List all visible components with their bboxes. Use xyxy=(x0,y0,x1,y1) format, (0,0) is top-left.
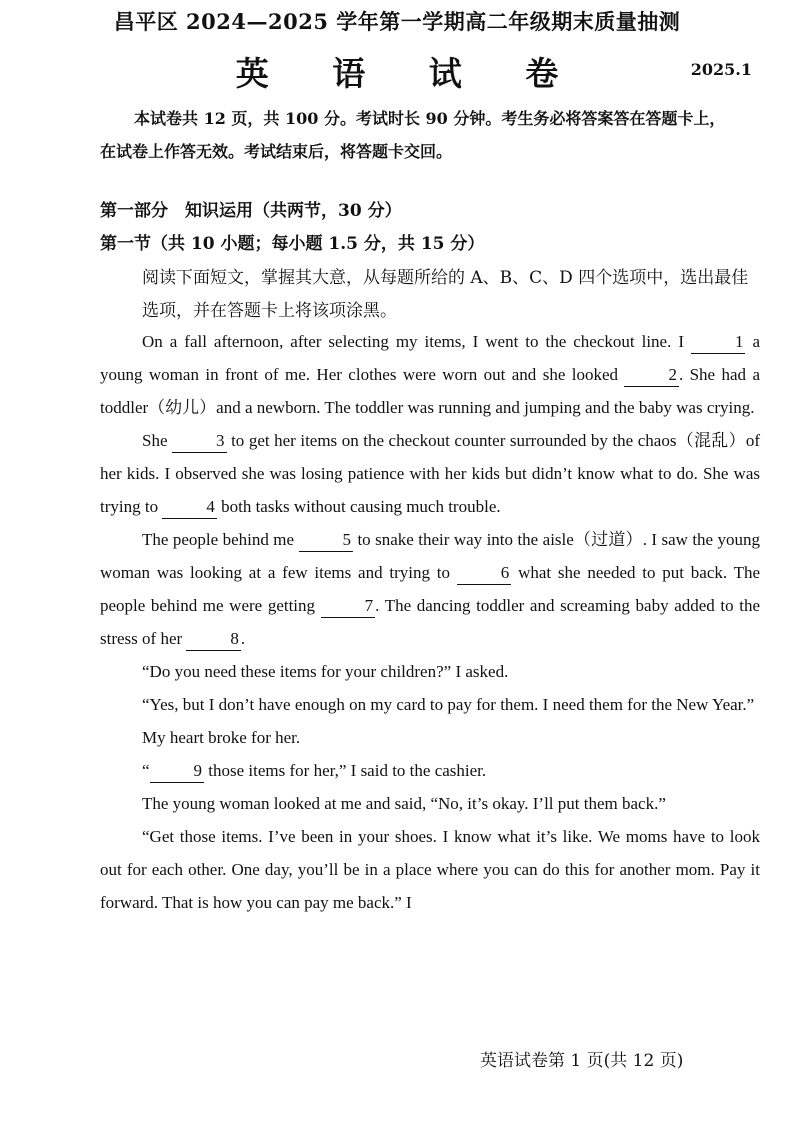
blank-5: 5 xyxy=(299,529,354,552)
title-row xyxy=(0,48,794,92)
passage-text: what she needed to put back. The people behind me were getting xyxy=(100,563,761,615)
blank-1: 1 xyxy=(691,331,746,354)
passage-text: to get her items on the checkout counter surrounded by the chaos（混乱）of her kids. I observed she was losing patience with her kids but didn’t know what to do. She was trying to xyxy=(100,431,760,516)
paragraph-7 xyxy=(100,754,760,787)
paragraph-9: “Get those items. I’ve been in your shoes. I know what it’s like. We moms have to look out for each other. One day, you’ll be in a place where you can do this for another mom. Pay it forward. That is how you can pay me back.” I xyxy=(100,827,760,912)
blank-4: 4 xyxy=(162,496,217,519)
part-title: 第一部分 知识运用（共两节，30 分） xyxy=(100,201,402,221)
page-footer: 英语试卷第 1 页(共 12 页) xyxy=(480,1051,684,1071)
passage-text: . She had a toddler（幼儿）and a newborn. The toddler was running and jumping and the baby was crying. xyxy=(100,365,761,417)
paragraph-8: The young woman looked at me and said, “No, it’s okay. I’ll put them back.” xyxy=(142,794,666,813)
passage-text: to snake their way into the aisle（过道）. I saw the young woman was looking at a few items and trying to xyxy=(100,530,761,582)
passage-text: On a fall afternoon, after selecting my items, I went to the checkout line. I xyxy=(142,332,684,351)
section-title: 第一节（共 10 小题；每小题 1.5 分，共 15 分） xyxy=(100,234,485,254)
paragraph-4: “Do you need these items for your children?” I asked. xyxy=(142,662,509,681)
directions-text: 阅读下面短文，掌握其大意，从每题所给的 A、B、C、D 四个选项中，选出最佳选项，并在答题卡上将该项涂黑。 xyxy=(142,268,749,321)
instructions-line-2: 在试卷上作答无效。考试结束后，将答题卡交回。 xyxy=(100,142,453,161)
passage-text: . xyxy=(240,629,246,648)
blank-8: 8 xyxy=(186,628,241,651)
passage-text: “ xyxy=(142,761,150,780)
exam-title: 昌平区 2024—2025 学年第一学期高二年级期末质量抽测 xyxy=(113,9,681,34)
paragraph-5: “Yes, but I don’t have enough on my card to pay for them. I need them for the New Year.” xyxy=(142,695,755,714)
blank-7: 7 xyxy=(321,595,376,618)
paragraph-2 xyxy=(100,424,760,523)
passage-text: The people behind me xyxy=(142,530,295,549)
subject-title: 英 语 试 卷 xyxy=(235,54,585,93)
paragraph-1 xyxy=(100,325,760,424)
directions xyxy=(100,262,762,328)
cloze-passage xyxy=(100,325,760,919)
passage-text: both tasks without causing much trouble. xyxy=(221,497,501,516)
blank-6: 6 xyxy=(457,562,512,585)
paragraph-6: My heart broke for her. xyxy=(142,728,301,747)
passage-text: . The dancing toddler and screaming baby added to the stress of her xyxy=(100,596,760,648)
paragraph-3 xyxy=(100,523,760,655)
blank-3: 3 xyxy=(172,430,227,453)
blank-2: 2 xyxy=(624,364,679,387)
passage-text: She xyxy=(142,431,168,450)
blank-9: 9 xyxy=(150,760,205,783)
exam-instructions xyxy=(100,102,762,168)
instructions-line-1: 本试卷共 12 页，共 100 分。考试时长 90 分钟。考生务必将答案答在答题卡上， xyxy=(134,109,726,128)
passage-text: those items for her,” I said to the cashier. xyxy=(208,761,487,780)
passage-text: a young woman in front of me. Her clothes were worn out and she looked xyxy=(100,332,761,384)
exam-date: 2025.1 xyxy=(690,60,752,79)
